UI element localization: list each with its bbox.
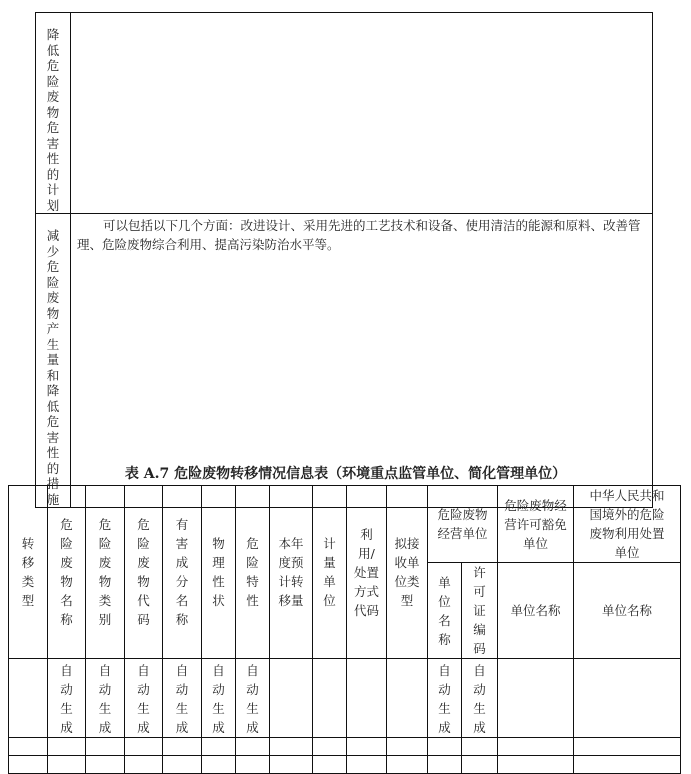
cell[interactable] <box>48 738 86 756</box>
header-exempt-name: 单位名称 <box>498 563 574 659</box>
transfer-table <box>8 485 681 774</box>
table-caption: 表 A.7 危险废物转移情况信息表（环境重点监管单位、简化管理单位） <box>124 466 567 482</box>
cell[interactable] <box>574 738 681 756</box>
cell[interactable] <box>428 738 462 756</box>
table-row <box>9 738 681 756</box>
cell[interactable] <box>163 738 202 756</box>
header-license-code: 许可证编码 <box>473 565 486 656</box>
cell[interactable] <box>125 756 163 774</box>
cell[interactable] <box>48 756 86 774</box>
header-operator-group: 危险废物经营单位 <box>437 507 488 541</box>
plan-content-field[interactable] <box>71 13 653 214</box>
cell[interactable] <box>202 738 236 756</box>
header-hazard-property: 危险特性 <box>246 536 259 608</box>
header-waste-name: 危险废物名称 <box>60 517 73 627</box>
auto-generated-text: 自动生成 <box>137 663 150 735</box>
cell[interactable] <box>9 756 48 774</box>
cell[interactable] <box>498 756 574 774</box>
header-exempt-group: 危险废物经营许可豁免单位 <box>504 497 567 551</box>
header-physical-state: 物理性状 <box>212 536 225 608</box>
header-foreign-name: 单位名称 <box>574 563 681 659</box>
cell[interactable] <box>270 738 313 756</box>
header-harmful-components: 有害成分名称 <box>175 517 189 627</box>
cell[interactable] <box>313 738 347 756</box>
auto-generated-text: 自动生成 <box>246 663 259 735</box>
header-waste-code: 危险废物代码 <box>137 517 150 627</box>
header-disposal-code: 利用/处置方式代码 <box>353 526 379 618</box>
measures-text: 可以包括以下几个方面：改进设计、采用先进的工艺技术和设备、使用清洁的能源和原料、改善管理、危险废物综合利用、提高污染防治水平等。 <box>77 218 641 252</box>
cell[interactable] <box>347 756 387 774</box>
cell[interactable] <box>9 738 48 756</box>
cell[interactable] <box>270 756 313 774</box>
cell[interactable] <box>9 659 48 738</box>
auto-generated-text: 自动生成 <box>60 663 73 735</box>
cell[interactable] <box>387 738 428 756</box>
cell[interactable] <box>347 659 387 738</box>
plan-row <box>36 13 653 214</box>
header-foreign-group: 中华人民共和国境外的危险废物利用处置单位 <box>589 488 665 560</box>
auto-generated-text: 自动生成 <box>473 663 486 735</box>
plan-table <box>35 12 653 508</box>
cell[interactable] <box>270 659 313 738</box>
header-waste-category: 危险废物类别 <box>98 517 112 627</box>
cell[interactable] <box>347 738 387 756</box>
cell[interactable] <box>428 756 462 774</box>
table-row <box>9 659 681 738</box>
auto-generated-text: 自动生成 <box>212 663 225 735</box>
cell[interactable] <box>574 659 681 738</box>
auto-generated-text: 自动生成 <box>175 663 189 735</box>
cell[interactable] <box>236 756 270 774</box>
cell[interactable] <box>125 738 163 756</box>
cell[interactable] <box>498 738 574 756</box>
cell[interactable] <box>574 756 681 774</box>
header-unit: 计量单位 <box>323 536 336 608</box>
row-label: 减少危险废物产生量和降低危害性的措施 <box>46 228 60 507</box>
cell[interactable] <box>313 659 347 738</box>
cell[interactable] <box>462 738 498 756</box>
row-label: 降低危险废物危害性的计划 <box>46 27 60 213</box>
cell[interactable] <box>236 738 270 756</box>
header-row <box>9 486 681 563</box>
header-operator-name: 单位名称 <box>438 574 451 647</box>
cell[interactable] <box>498 659 574 738</box>
table-row <box>9 756 681 774</box>
auto-generated-text: 自动生成 <box>438 663 451 735</box>
cell[interactable] <box>86 756 125 774</box>
cell[interactable] <box>202 756 236 774</box>
cell[interactable] <box>462 756 498 774</box>
cell[interactable] <box>387 756 428 774</box>
cell[interactable] <box>163 756 202 774</box>
cell[interactable] <box>387 659 428 738</box>
cell[interactable] <box>86 738 125 756</box>
header-transfer-type: 转移类型 <box>21 536 35 608</box>
header-planned-amount: 本年度预计转移量 <box>278 536 304 608</box>
auto-generated-text: 自动生成 <box>98 663 112 735</box>
header-receiver-type: 拟接收单位类型 <box>394 536 420 608</box>
cell[interactable] <box>313 756 347 774</box>
